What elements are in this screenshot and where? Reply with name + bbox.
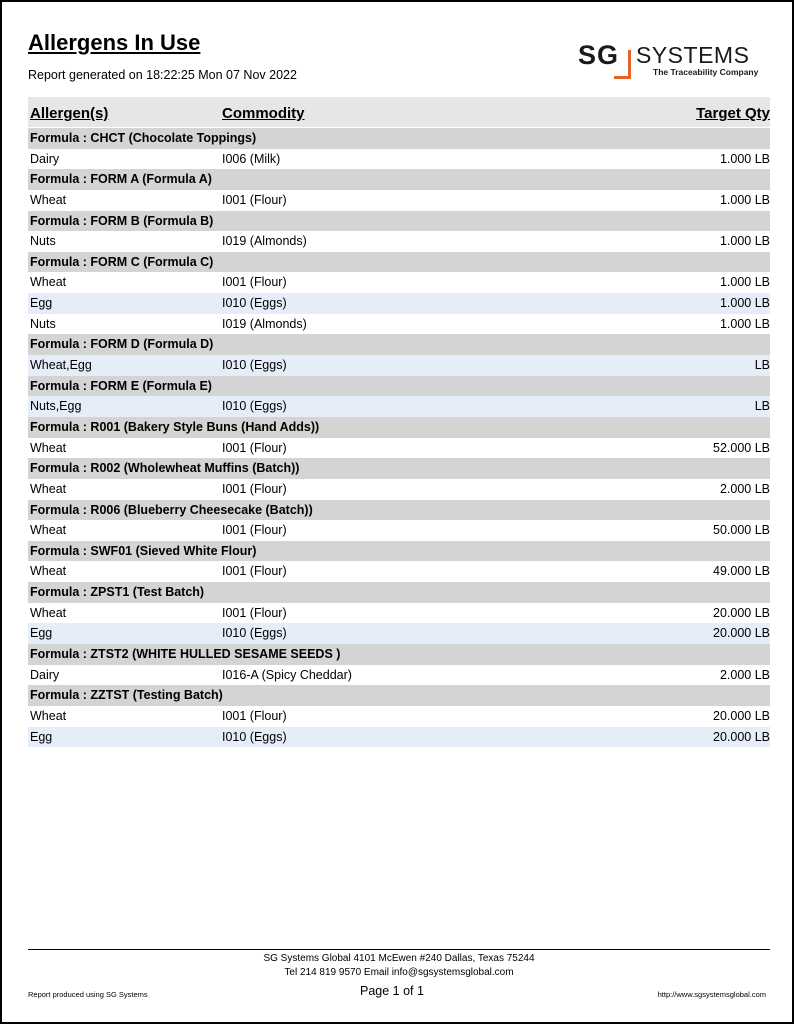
commodity-cell: I001 (Flour) — [222, 523, 287, 538]
commodity-cell: I010 (Eggs) — [222, 358, 287, 373]
table-row — [28, 665, 770, 686]
table-row — [28, 479, 770, 500]
table-row — [28, 272, 770, 293]
formula-group-row — [28, 376, 770, 397]
table-row — [28, 706, 770, 727]
table-row — [28, 314, 770, 335]
footer-divider — [28, 949, 770, 950]
formula-group-row — [28, 458, 770, 479]
commodity-cell: I010 (Eggs) — [222, 729, 287, 744]
target-qty-cell: 20.000 LB — [713, 605, 770, 620]
commodity-cell: I001 (Flour) — [222, 440, 287, 455]
formula-group-row — [28, 169, 770, 190]
formula-label: Formula : FORM E (Formula E) — [30, 378, 212, 393]
commodity-cell: I001 (Flour) — [222, 481, 287, 496]
table-row — [28, 520, 770, 541]
formula-label: Formula : CHCT (Chocolate Toppings) — [30, 131, 257, 145]
formula-group-row — [28, 685, 770, 706]
formula-group-row — [28, 128, 770, 149]
allergen-cell: Egg — [30, 729, 53, 744]
allergen-cell: Egg — [30, 626, 53, 641]
allergen-cell: Nuts — [30, 316, 56, 331]
table-row — [28, 438, 770, 459]
allergen-cell: Wheat — [30, 275, 67, 290]
table-row — [28, 623, 770, 644]
target-qty-cell: 52.000 LB — [713, 440, 770, 455]
commodity-cell: I001 (Flour) — [222, 564, 287, 579]
target-qty-cell: 1.000 LB — [719, 234, 770, 249]
allergen-cell: Wheat — [30, 192, 67, 207]
allergen-cell: Wheat — [30, 564, 67, 579]
target-qty-cell: 20.000 LB — [713, 626, 770, 641]
target-qty-cell: 20.000 LB — [713, 729, 770, 744]
formula-group-row — [28, 582, 770, 603]
formula-group-row — [28, 644, 770, 665]
table-header — [28, 97, 770, 127]
target-qty-cell: LB — [754, 358, 770, 373]
allergen-cell: Dairy — [30, 151, 60, 166]
allergen-cell: Egg — [30, 296, 53, 311]
allergen-cell: Wheat,Egg — [30, 358, 92, 373]
table-row — [28, 561, 770, 582]
formula-label: Formula : ZZTST (Testing Batch) — [30, 688, 223, 703]
allergen-cell: Wheat — [30, 481, 67, 496]
commodity-cell: I010 (Eggs) — [222, 626, 287, 641]
target-qty-cell: 2.000 LB — [719, 481, 770, 496]
allergen-cell: Wheat — [30, 440, 67, 455]
table-row — [28, 727, 770, 748]
formula-label: Formula : R006 (Blueberry Cheesecake (Batch)) — [30, 502, 313, 517]
allergen-cell: Dairy — [30, 667, 60, 682]
commodity-cell: I001 (Flour) — [222, 192, 287, 207]
table-row — [28, 396, 770, 417]
report-generated-timestamp: Report generated on 18:22:25 Mon 07 Nov 2022 — [28, 68, 297, 82]
table-row — [28, 293, 770, 314]
formula-group-row — [28, 500, 770, 521]
allergen-cell: Nuts — [30, 234, 56, 249]
column-header-commodity: Commodity — [222, 105, 305, 122]
page-number: Page 1 of 1 — [360, 984, 424, 998]
commodity-cell: I001 (Flour) — [222, 708, 287, 723]
logo-name: SYSTEMS — [636, 42, 750, 68]
commodity-cell: I006 (Milk) — [222, 151, 281, 166]
target-qty-cell: 1.000 LB — [719, 275, 770, 290]
footer-produced-by: Report produced using SG Systems — [28, 990, 148, 999]
table-row — [28, 355, 770, 376]
allergen-cell: Wheat — [30, 708, 67, 723]
sg-systems-logo — [578, 40, 768, 80]
footer-url: http://www.sgsystemsglobal.com — [657, 990, 766, 999]
target-qty-cell: 2.000 LB — [719, 667, 770, 682]
formula-label: Formula : FORM A (Formula A) — [30, 172, 212, 187]
formula-label: Formula : ZPST1 (Test Batch) — [30, 585, 205, 600]
allergen-cell: Nuts,Egg — [30, 399, 82, 414]
allergen-cell: Wheat — [30, 523, 67, 538]
formula-label: Formula : R002 (Wholewheat Muffins (Batch)) — [30, 461, 300, 476]
commodity-cell: I019 (Almonds) — [222, 316, 307, 331]
allergen-table — [28, 128, 770, 747]
target-qty-cell: LB — [754, 399, 770, 414]
formula-group-row — [28, 417, 770, 438]
table-row — [28, 231, 770, 252]
column-header-allergen: Allergen(s) — [30, 105, 109, 122]
logo-mark: SG — [578, 40, 620, 70]
table-row — [28, 149, 770, 170]
commodity-cell: I001 (Flour) — [222, 275, 287, 290]
formula-label: Formula : FORM D (Formula D) — [30, 337, 214, 352]
formula-label: Formula : SWF01 (Sieved White Flour) — [30, 543, 257, 558]
target-qty-cell: 1.000 LB — [719, 192, 770, 207]
formula-group-row — [28, 541, 770, 562]
commodity-cell: I016-A (Spicy Cheddar) — [222, 667, 352, 682]
table-row — [28, 603, 770, 624]
target-qty-cell: 50.000 LB — [713, 523, 770, 538]
allergen-cell: Wheat — [30, 605, 67, 620]
report-title: Allergens In Use — [28, 30, 201, 55]
target-qty-cell: 1.000 LB — [719, 151, 770, 166]
formula-label: Formula : ZTST2 (WHITE HULLED SESAME SEEDS ) — [30, 647, 341, 662]
formula-label: Formula : R001 (Bakery Style Buns (Hand Adds)) — [30, 419, 320, 434]
target-qty-cell: 1.000 LB — [719, 316, 770, 331]
column-header-target-qty: Target Qty — [696, 105, 770, 122]
logo-bracket-icon — [614, 50, 631, 79]
commodity-cell: I001 (Flour) — [222, 605, 287, 620]
formula-label: Formula : FORM B (Formula B) — [30, 213, 214, 228]
formula-group-row — [28, 252, 770, 273]
target-qty-cell: 1.000 LB — [719, 296, 770, 311]
target-qty-cell: 49.000 LB — [713, 564, 770, 579]
commodity-cell: I010 (Eggs) — [222, 399, 287, 414]
logo-tagline: The Traceability Company — [653, 67, 759, 77]
footer-contact: Tel 214 819 9570 Email info@sgsystemsglobal.com — [284, 967, 514, 978]
commodity-cell: I010 (Eggs) — [222, 296, 287, 311]
commodity-cell: I019 (Almonds) — [222, 234, 307, 249]
footer-address: SG Systems Global 4101 McEwen #240 Dallas, Texas 75244 — [263, 953, 535, 964]
formula-group-row — [28, 334, 770, 355]
table-row — [28, 190, 770, 211]
target-qty-cell: 20.000 LB — [713, 708, 770, 723]
formula-group-row — [28, 211, 770, 232]
formula-label: Formula : FORM C (Formula C) — [30, 254, 214, 269]
